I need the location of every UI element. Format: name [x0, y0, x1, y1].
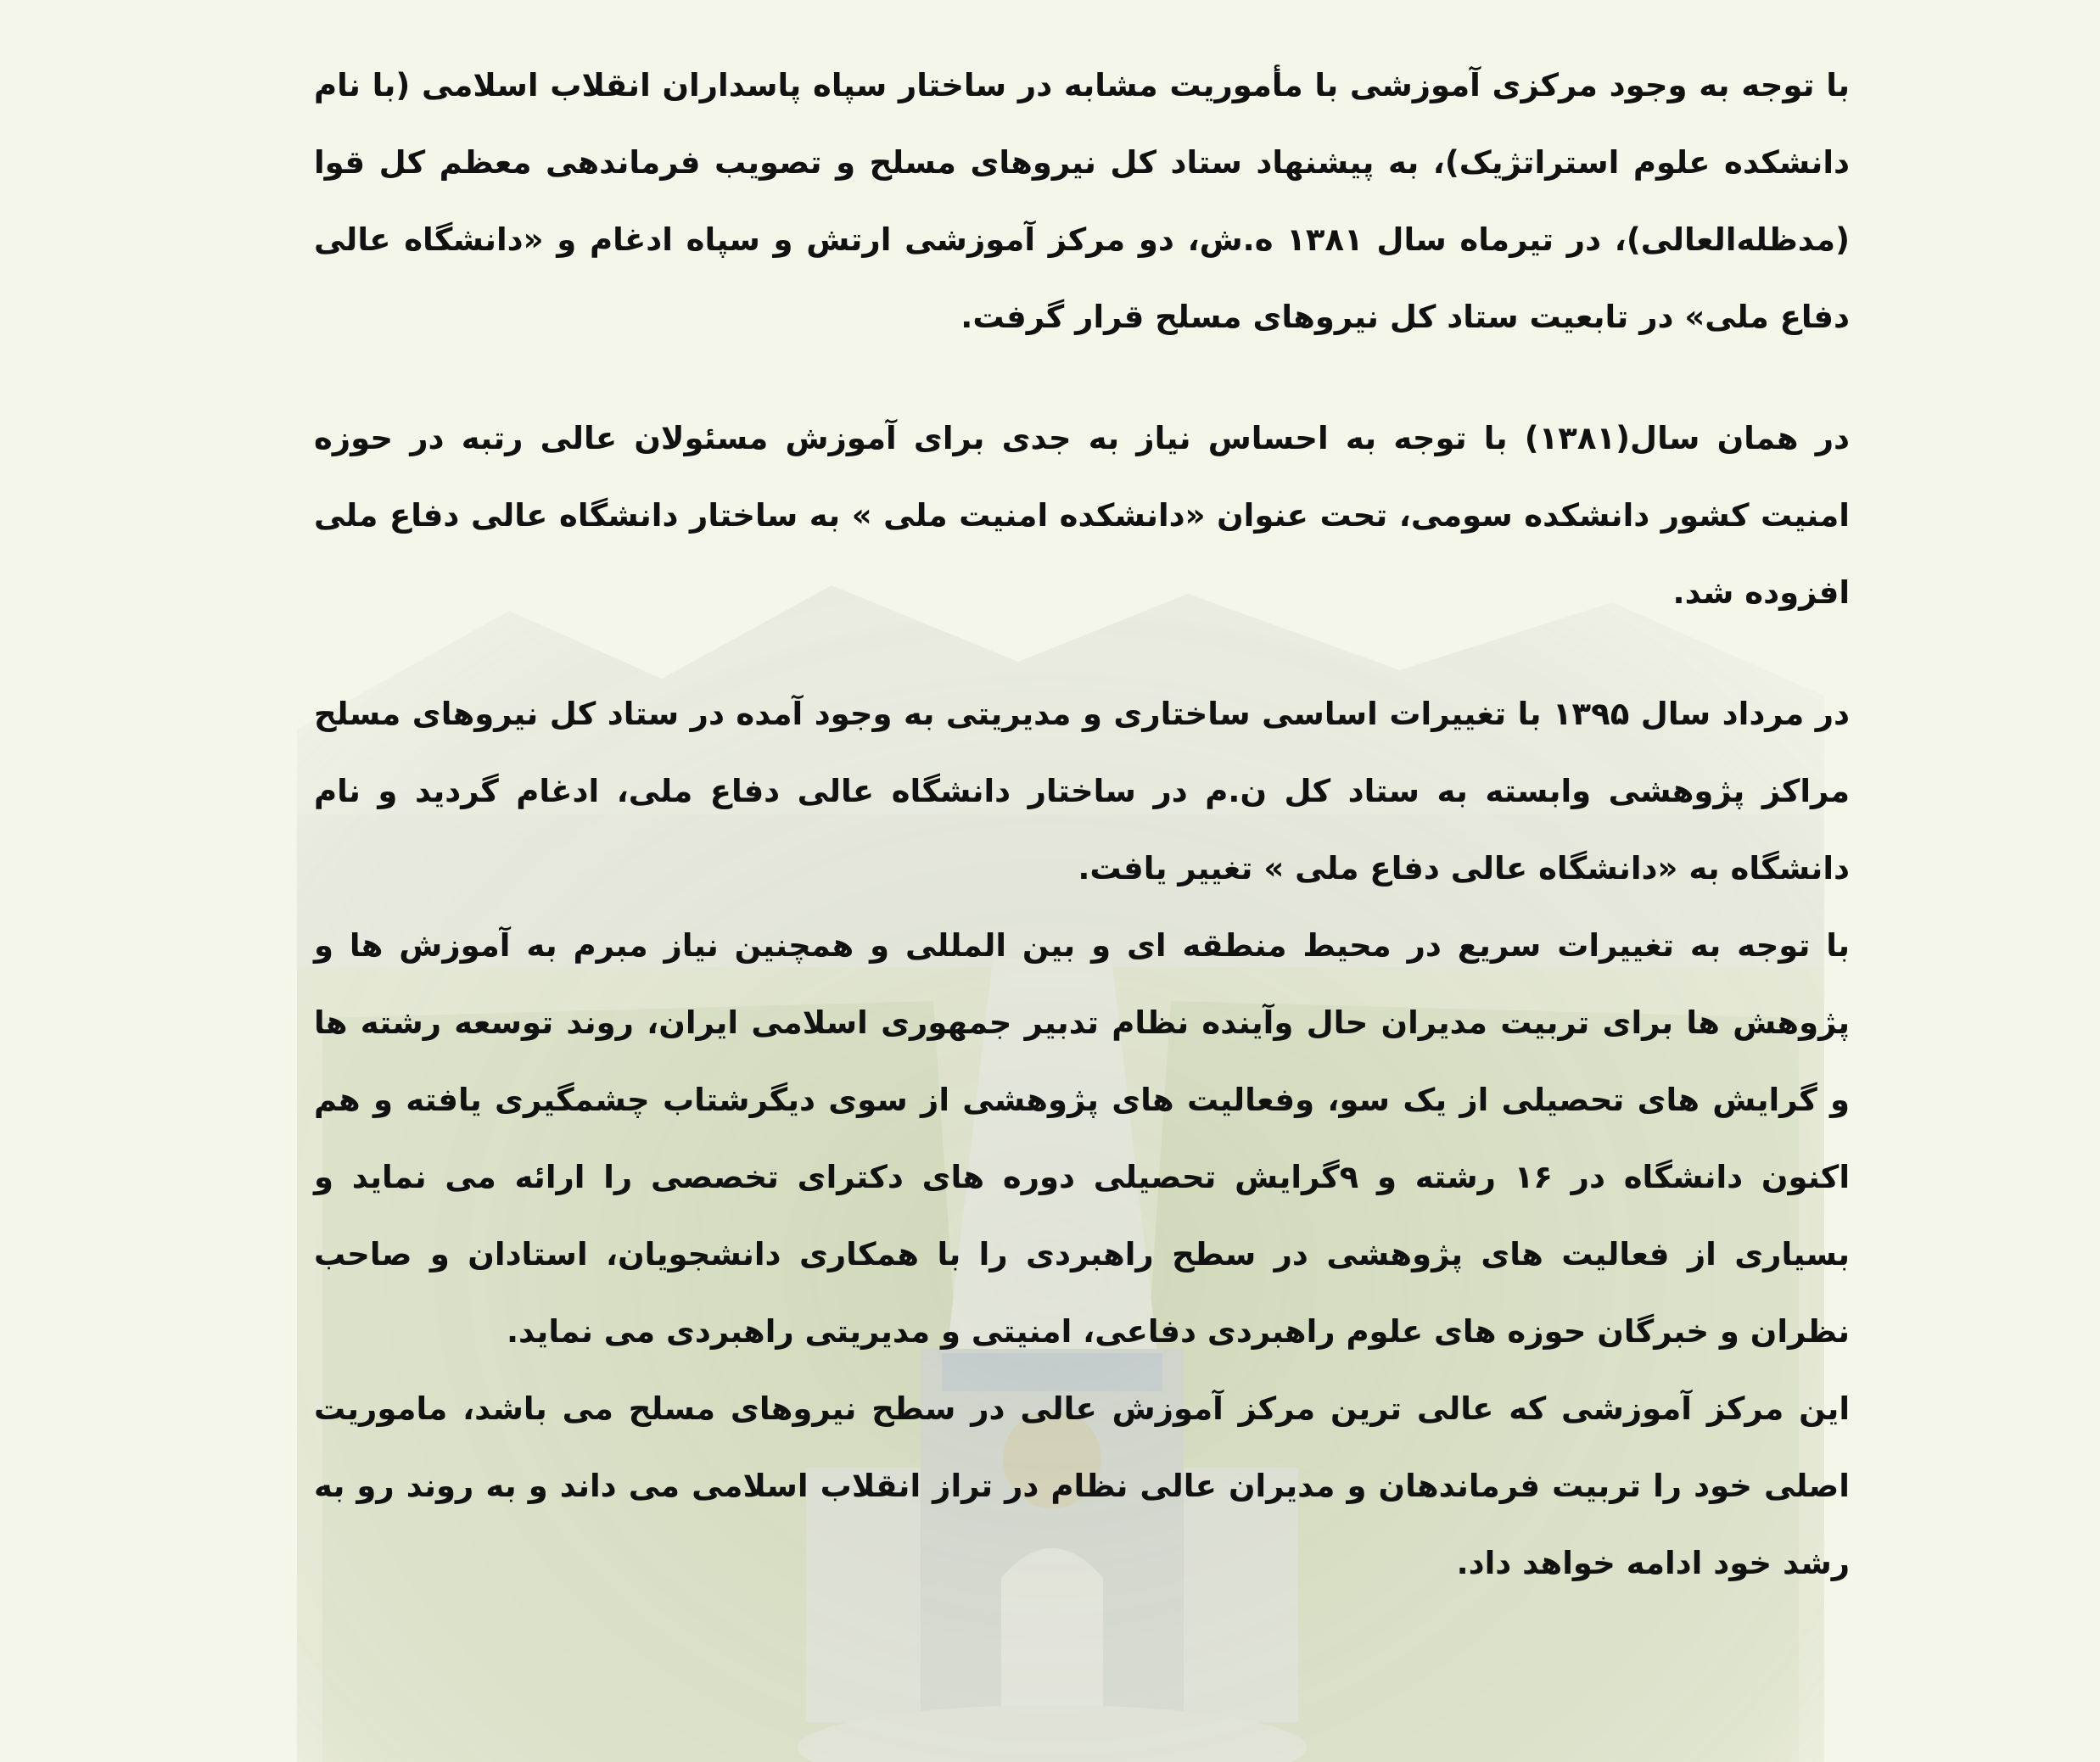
paragraph-merger-1381: با توجه به وجود مرکزی آموزشی با مأموریت مشابه در ساختار سپاه پاسداران انقلاب اسلامی (با نام دانشکده علوم استراتژیک)، به پیشنهاد ستاد کل نیروهای مسلح و تصویب فرماندهی معظم کل قوا (مدظله‌العالی)، در تیرماه سال ۱۳۸۱ ه.ش، دو مرکز آموزشی ارتش و سپاه ادغام و «دانشگاه عالی دفاع ملی» در تابعیت ستاد کل نیروهای مسلح قرار گرفت. — [314, 67, 1850, 335]
paragraph-spacer — [314, 631, 1850, 675]
paragraph-national-security-faculty: در همان سال(۱۳۸۱) با توجه به احساس نیاز به جدی برای آموزش مسئولان عالی رتبه در حوزه امنیت کشور دانشکده سومی، تحت عنوان «دانشکده امنیت ملی » به ساختار دانشگاه عالی دفاع ملی افزوده شد. — [314, 420, 1850, 611]
paragraph-mission: این مرکز آموزشی که عالی ترین مرکز آموزش عالی در سطح نیروهای مسلح می باشد، ماموریت اصلی خود را تربیت فرماندهان و مدیران عالی نظام در تراز انقلاب اسلامی می داند و به روند رو به رشد خود ادامه خواهد داد. — [314, 1390, 1850, 1581]
document-body — [314, 47, 1850, 1602]
paragraph-merger-1395: در مرداد سال ۱۳۹۵ با تغییرات اساسی ساختاری و مدیریتی به وجود آمده در ستاد کل نیروهای مسلح مراکز پژوهشی وابسته به ستاد کل ن.م در ساختار دانشگاه عالی دفاع ملی، ادغام گردید و نام دانشگاه به «دانشگاه عالی دفاع ملی » تغییر یافت. — [314, 696, 1850, 887]
paragraph-development: با توجه به تغییرات سریع در محیط منطقه ای و بین المللی و همچنین نیاز مبرم به آموزش ها و پژوهش ها برای تربیت مدیران حال وآینده نظام تدبیر جمهوری اسلامی ایران، روند توسعه رشته ها و گرایش های تحصیلی از یک سو، وفعالیت های پژوهشی از سوی دیگرشتاب چشمگیری یافته و هم اکنون دانشگاه در ۱۶ رشته و ۹گرایش تحصیلی دوره های دکترای تخصصی را ارائه می نماید و بسیاری از فعالیت های پژوهشی در سطح راهبردی را با همکاری دانشجویان، استادان و صاحب نظران و خبرگان حوزه های علوم راهبردی دفاعی، امنیتی و مدیریتی راهبردی می نماید. — [314, 927, 1850, 1350]
paragraph-spacer — [314, 355, 1850, 400]
